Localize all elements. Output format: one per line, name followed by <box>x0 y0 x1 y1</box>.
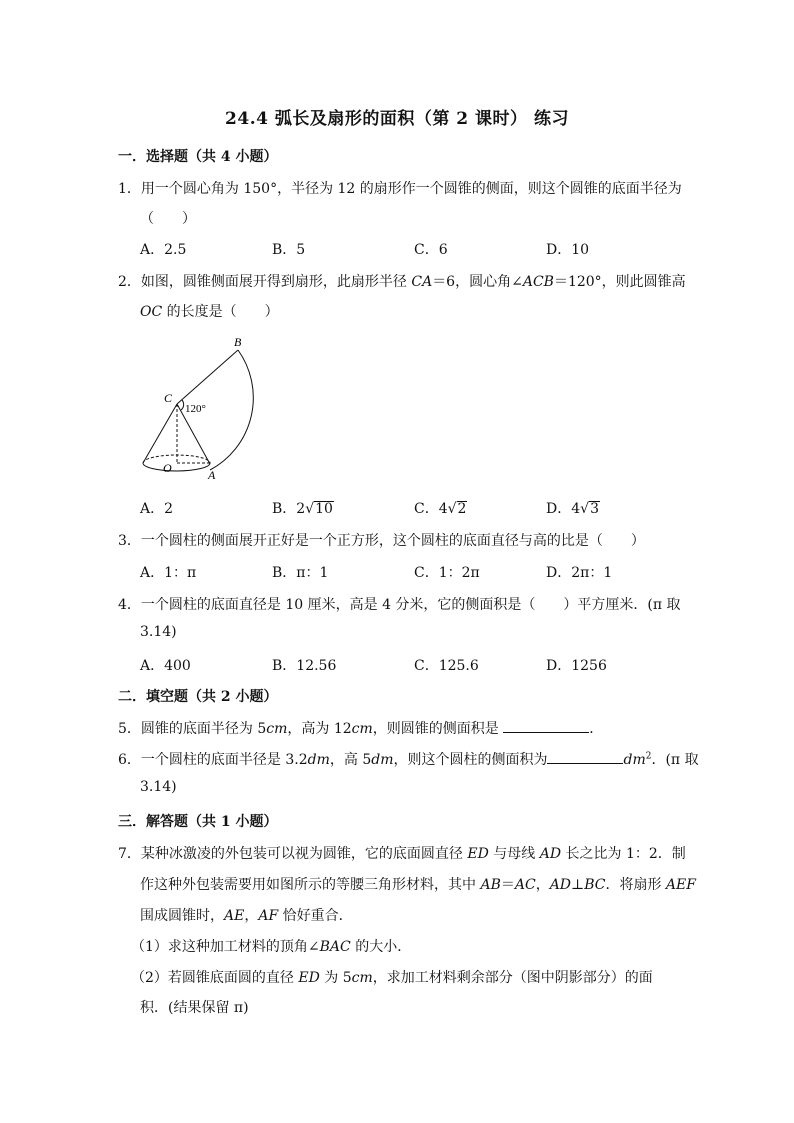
cone-slant-left <box>143 404 177 463</box>
section-heading-choice: 一．选择题（共 4 小题） <box>118 149 278 165</box>
question-7-text-line2 <box>140 874 696 894</box>
q7-var: AE <box>224 908 245 924</box>
question-7-part-2-line2: 积．(结果保留 π) <box>140 1000 249 1016</box>
q7-var: AD <box>539 846 562 862</box>
q7-text-part: （1）求这种加工材料的顶角∠ <box>131 939 320 955</box>
q7-text-part: 与母线 <box>488 846 540 862</box>
q2-var-acb: ACB <box>522 274 554 290</box>
q7-text-part: 作这种外包装需要用如图所示的等腰三角形材料，其中 <box>140 877 481 893</box>
q7-var: ED <box>298 970 320 986</box>
q7-text-part: （2）若圆锥底面圆的直径 <box>131 970 299 986</box>
label-angle: 120° <box>185 403 206 415</box>
question-7-text <box>118 843 686 863</box>
question-6-text <box>118 749 699 769</box>
section-heading-fill: 二．填空题（共 2 小题） <box>118 689 278 705</box>
q6-text-part: ．(π 取 <box>651 752 699 768</box>
q6-unit: dm <box>307 752 330 768</box>
q7-text-part: 7．某种冰激凌的外包装可以视为圆锥，它的底面圆直径 <box>118 846 468 862</box>
question-5-text <box>118 718 603 738</box>
q3-option-a: A．1：π <box>140 565 197 581</box>
q4-option-b: B．12.56 <box>272 658 337 674</box>
question-2-text <box>118 271 686 291</box>
q2-option-d: D．4√3 <box>546 501 599 517</box>
q5-text-part: 5．圆锥的底面半径为 5 <box>118 721 267 737</box>
q6-unit: dm <box>623 752 646 768</box>
page-title: 24.4 弧长及扇形的面积（第 2 课时） 练习 <box>225 109 569 129</box>
q7-text-part: 围成圆锥时， <box>140 908 224 924</box>
q6-text-part: ，则这个圆柱的侧面积为 <box>393 752 548 768</box>
q3-option-d: D．2π：1 <box>546 565 613 581</box>
q7-text-part: ，求加工材料剩余部分（图中阴影部分）的面 <box>372 970 653 986</box>
label-a: A <box>208 468 216 482</box>
q7-var: AC <box>514 877 536 893</box>
q7-text-part: 长之比为 1：2．制 <box>561 846 686 862</box>
label-o: O <box>163 461 172 475</box>
q4-option-c: C．125.6 <box>414 658 479 674</box>
q2-text-part: ＝120°，则此圆锥高 <box>553 274 686 290</box>
sector-arc <box>210 350 253 470</box>
label-b: B <box>234 335 242 349</box>
q2-option-c-coef: C．4 <box>414 501 448 517</box>
q2-option-d-radicand: 3 <box>590 501 599 517</box>
q7-unit: cm <box>351 970 373 986</box>
q7-text-part: ， <box>535 877 550 893</box>
q4-option-a: A．400 <box>140 658 191 674</box>
q6-text-part: 6．一个圆柱的底面半径是 3.2 <box>118 752 308 768</box>
q2-option-d-coef: D．4 <box>546 501 581 517</box>
q6-unit-exponent: 2 <box>645 751 652 762</box>
question-2-text-line2 <box>140 301 279 321</box>
q2-var-oc: OC <box>140 304 163 320</box>
q7-text-part: ．将扇形 <box>605 877 666 893</box>
q5-answer-blank[interactable] <box>503 720 589 733</box>
q7-var: AEF <box>665 877 696 893</box>
section-heading-solve: 三．解答题（共 1 小题） <box>118 814 278 830</box>
q7-var: AB <box>480 877 501 893</box>
angle-arc <box>181 400 184 410</box>
q7-text-part: 为 5 <box>319 970 352 986</box>
question-6-text-line2: 3.14) <box>140 779 177 795</box>
q1-option-d: D．10 <box>546 242 590 258</box>
sector-radius-cb <box>177 350 238 404</box>
question-7-part-2 <box>131 967 653 987</box>
q6-answer-blank[interactable] <box>547 751 623 764</box>
q2-option-b-radicand: 10 <box>315 501 333 517</box>
q5-text-part: ，高为 12 <box>287 721 352 737</box>
q5-unit: cm <box>351 721 373 737</box>
q2-text-part: 2．如图，圆锥侧面展开得到扇形，此扇形半径 <box>118 274 412 290</box>
q1-option-b: B．5 <box>272 242 306 258</box>
question-7-part-1 <box>131 936 411 956</box>
q1-option-c: C．6 <box>414 242 448 258</box>
q7-text-part: ＝ <box>500 877 515 893</box>
q1-option-a: A．2.5 <box>140 242 187 258</box>
q6-text-part: ，高 5 <box>329 752 372 768</box>
q2-text-part: ＝6，圆心角∠ <box>432 274 523 290</box>
question-7-text-line3 <box>140 905 353 925</box>
q2-var-ca: CA <box>411 274 433 290</box>
q5-text-part: ． <box>589 721 604 737</box>
q7-text-part: ， <box>244 908 259 924</box>
q2-text-part: 的长度是（ ） <box>162 304 279 320</box>
q6-unit: dm <box>371 752 394 768</box>
cone-sector-figure <box>130 330 270 485</box>
q7-text-part: 的大小． <box>350 939 412 955</box>
q7-var: AF <box>258 908 279 924</box>
q2-option-b-coef: B．2 <box>272 501 306 517</box>
q7-text-part: 恰好重合． <box>278 908 353 924</box>
question-1-bracket: （ ） <box>140 211 196 227</box>
question-1-text: 1．用一个圆心角为 150°，半径为 12 的扇形作一个圆锥的侧面，则这个圆锥的底面半径为 <box>118 181 682 197</box>
q2-option-c: C．4√2 <box>414 501 467 517</box>
q5-text-part: ，则圆锥的侧面积是 <box>372 721 504 737</box>
question-4-text: 4．一个圆柱的底面直径是 10 厘米，高是 4 分米，它的侧面积是（ ）平方厘米．(π 取 <box>118 597 681 613</box>
q7-text-part: ⊥ <box>571 877 585 893</box>
q2-option-b: B．2√10 <box>272 501 333 517</box>
q2-option-a: A．2 <box>140 501 174 517</box>
q5-unit: cm <box>266 721 288 737</box>
q7-var: AD <box>549 877 572 893</box>
q7-var: ED <box>467 846 489 862</box>
q7-var: BAC <box>319 939 351 955</box>
question-4-text-line2: 3.14) <box>140 624 177 640</box>
q2-option-c-radicand: 2 <box>457 501 467 517</box>
question-3-text: 3．一个圆柱的侧面展开正好是一个正方形，这个圆柱的底面直径与高的比是（ ） <box>118 533 645 549</box>
q4-option-d: D．1256 <box>546 658 607 674</box>
q3-option-c: C．1：2π <box>414 565 480 581</box>
q7-var: BC <box>584 877 606 893</box>
q3-option-b: B．π：1 <box>272 565 329 581</box>
cone-base-front <box>143 463 210 471</box>
label-c: C <box>164 391 173 405</box>
